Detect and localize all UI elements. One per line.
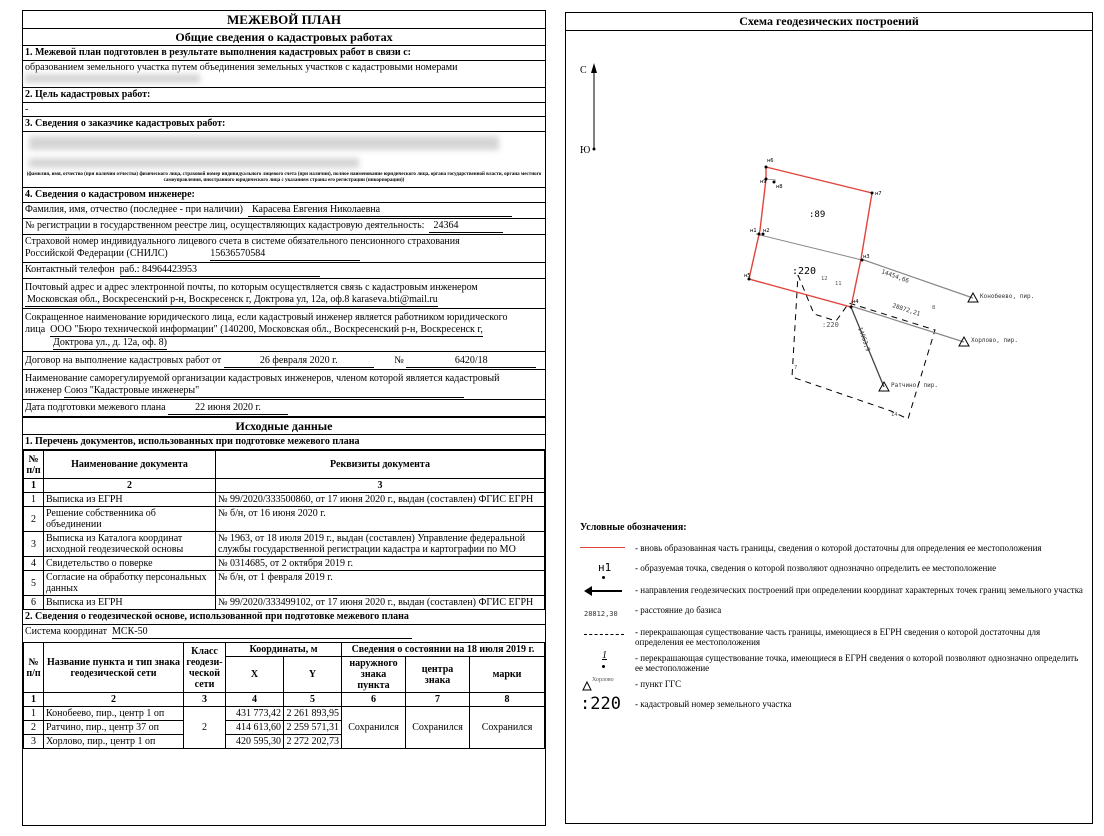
section-2-label: 2. Цель кадастровых работ: — [23, 88, 545, 103]
legend-dist-sym: 28812,30 — [584, 610, 618, 618]
geo-num: 5 — [284, 693, 342, 707]
pt-label: 14 — [891, 412, 898, 418]
gts-label: Хорлово, пир. — [971, 337, 1018, 344]
gts-center-state: Сохранился — [406, 707, 470, 749]
docs-n3: 3 — [216, 479, 545, 493]
coord-system-row — [23, 625, 545, 640]
sro-value: Союз "Кадастровые инженеры" — [64, 385, 464, 398]
engineer-phone: раб.: 84964423953 — [120, 264, 320, 277]
pt-label: н7 — [875, 191, 882, 197]
table-row — [24, 557, 545, 571]
phone-label: Контактный телефон — [25, 264, 115, 275]
legend-item — [580, 585, 1085, 599]
section-1-label: 1. Межевой план подготовлен в результате выполнения кадастровых работ в связи с: — [23, 46, 545, 61]
gts-name: Хорлово, пир., центр 1 оп — [44, 735, 184, 749]
legend-item — [580, 627, 1085, 647]
doc-no: 3 — [24, 532, 44, 557]
docs-n2: 2 — [44, 479, 216, 493]
page-title: МЕЖЕВОЙ ПЛАН — [23, 11, 545, 29]
engineer-address-row — [23, 279, 545, 309]
north-arrow — [580, 63, 597, 156]
dist-2: 28872,21 — [891, 302, 922, 318]
pt-label: 11 — [835, 281, 842, 287]
redacted-customer-2 — [29, 158, 359, 168]
sro-label: Наименование саморегулируемой организации кадастровых инженеров, членом которой является кадастровый — [25, 373, 500, 384]
gts-y: 2 259 571,31 — [284, 721, 342, 735]
scheme-title: Схема геодезических построений — [566, 13, 1092, 31]
contract-row — [23, 352, 545, 370]
org-label-2: лица — [25, 324, 46, 335]
pt-label: 7 — [794, 365, 798, 371]
doc-name: Выписка из ЕГРН — [44, 596, 216, 610]
legend-text: - перекрашающая существование часть границы, имеющиеся в ЕГРН сведения о которой достаточны для определения ее местоположения — [635, 627, 1041, 647]
doc-no: 2 — [24, 507, 44, 532]
gts-x: 431 773,42 — [226, 707, 284, 721]
pt-label: н5 — [744, 273, 751, 279]
south-label: Ю — [580, 145, 591, 156]
parcel-89-label: :89 — [809, 210, 826, 220]
customer-caption: (фамилия, имя, отчество (при наличии отчества) физического лица, страховой номер индивидуального лицевого счета (при наличии), полное наименование юридического лица, органа государственной власти, органа местного самоуправления, иностранного юридического лица с указанием страны его регистрации (инкорпорации)) — [26, 172, 542, 183]
geo-h-class: Класс геодези-ческой сети — [184, 643, 226, 693]
pt-label: н1 — [750, 228, 757, 234]
section-2-value: - — [23, 103, 545, 117]
gts-y: 2 261 893,95 — [284, 707, 342, 721]
pt-label: н6 — [767, 158, 774, 164]
dist-1: 14454,66 — [880, 268, 910, 285]
gts-outer-state: Сохранился — [342, 707, 406, 749]
doc-no: 4 — [24, 557, 44, 571]
geo-h-name: Название пункта и тип знака геодезической сети — [44, 643, 184, 693]
legend-item — [580, 679, 1085, 693]
pt-label: н3 — [863, 254, 870, 260]
geo-num: 6 — [342, 693, 406, 707]
scheme-drawing — [566, 31, 1092, 521]
geo-h-mark: марки — [470, 657, 545, 693]
gts-no: 2 — [24, 721, 44, 735]
pt-label: 12 — [821, 276, 828, 282]
north-label: С — [580, 65, 587, 76]
geo-num: 7 — [406, 693, 470, 707]
point-labels — [744, 158, 935, 418]
doc-req: № б/н, от 16 июня 2020 г. — [216, 507, 545, 532]
source-data-title: Исходные данные — [23, 417, 545, 435]
engineer-org: ООО "Бюро технической информации" (140200, Московская обл., Воскресенский р-н, Воскресенск г, — [50, 324, 483, 335]
gts-no: 3 — [24, 735, 44, 749]
table-row — [24, 507, 545, 532]
parcel-220b-label: :220 — [822, 321, 839, 329]
doc-name: Решение собственника об объединении — [44, 507, 216, 532]
engineer-reg: 24364 — [429, 220, 503, 233]
doc-no: 5 — [24, 571, 44, 596]
legend-gts-label: Хорлово — [592, 677, 614, 683]
doc-name: Выписка из ЕГРН — [44, 493, 216, 507]
docs-n1: 1 — [24, 479, 44, 493]
gts-mark-state: Сохранился — [470, 707, 545, 749]
contract-no: 6420/18 — [406, 355, 536, 368]
gts-triangle-icon — [580, 679, 635, 693]
legend-text: - расстояние до базиса — [635, 605, 722, 615]
section-4-label: 4. Сведения о кадастровом инженере: — [23, 188, 545, 203]
legend-exist-pt: 1 — [602, 650, 607, 661]
doc-name: Свидетельство о поверке — [44, 557, 216, 571]
gts-name: Конобеево, пир., центр 1 оп — [44, 707, 184, 721]
prep-date-label: Дата подготовки межевого плана — [25, 402, 166, 413]
mezhevoy-plan-page — [22, 10, 546, 826]
prep-date: 22 июня 2020 г. — [168, 402, 288, 415]
engineer-fio-row — [23, 203, 545, 219]
gts-no: 1 — [24, 707, 44, 721]
geo-h-x: X — [226, 657, 284, 693]
documents-table — [23, 450, 545, 610]
geo-h-coords: Координаты, м — [226, 643, 342, 657]
doc-req: № 99/2020/333500860, от 17 июня 2020 г., выдан (составлен) ФГИС ЕГРН — [216, 493, 545, 507]
gts-label: Конобеево, пир. — [980, 293, 1035, 300]
redacted-customer — [29, 136, 499, 150]
table-row — [24, 571, 545, 596]
gts-y: 2 272 202,73 — [284, 735, 342, 749]
section-1-text: образованием земельного участка путем объединения земельных участков с кадастровыми номерами — [25, 62, 458, 73]
gts-point-khorlovo — [959, 337, 1018, 346]
doc-no: 6 — [24, 596, 44, 610]
docs-h-no: № п/п — [24, 451, 44, 479]
geo-h-state: Сведения о состоянии на 18 июля 2019 г. — [342, 643, 545, 657]
table-row — [24, 596, 545, 610]
geodetic-scheme-page — [565, 12, 1093, 824]
gts-point-ratchino — [879, 382, 938, 391]
legend-item — [580, 605, 1085, 619]
doc-req: № б/н, от 1 февраля 2019 г. — [216, 571, 545, 596]
gts-label: Ратчино, пир. — [891, 382, 938, 389]
gts-class: 2 — [184, 707, 226, 749]
legend-item — [580, 563, 1085, 577]
redacted-cadastral-numbers — [25, 74, 200, 83]
doc-req: № 0314685, от 2 октября 2019 г. — [216, 557, 545, 571]
table-row — [24, 707, 545, 721]
section-3-label: 3. Сведения о заказчике кадастровых работ: — [23, 117, 545, 132]
docs-h-name: Наименование документа — [44, 451, 216, 479]
engineer-org-row — [23, 309, 545, 352]
fio-label: Фамилия, имя, отчество (последнее - при наличии) — [25, 204, 243, 215]
address-label: Почтовый адрес и адрес электронной почты, по которым осуществляется связь с кадастровым инженером — [25, 282, 478, 293]
pt-label: 8 — [932, 305, 936, 311]
engineer-reg-row — [23, 219, 545, 235]
dist-3: 14953,9 — [856, 326, 872, 353]
legend-title: Условные обозначения: — [580, 522, 687, 533]
geo-h-center: центра знака — [406, 657, 470, 693]
engineer-address: Московская обл., Воскресенский р-н, Воскресенск г, Доктрова ул, 12а, оф.8 karaseva.bti@mail.ru — [27, 294, 438, 305]
geo-label: 2. Сведения о геодезической основе, использованной при подготовке межевого плана — [23, 610, 545, 625]
legend-item — [580, 543, 1085, 557]
snils-label-2: Российской Федерации (СНИЛС) — [25, 248, 168, 259]
gts-x: 414 613,60 — [226, 721, 284, 735]
customer-info — [23, 132, 545, 188]
legend-text: - направления геодезических построений при определении координат характерных точек границ земельного участка — [635, 585, 1083, 595]
legend-text: - вновь образованная часть границы, сведения о которой достаточны для определения ее местоположения — [635, 543, 1042, 553]
gts-x: 420 595,30 — [226, 735, 284, 749]
geo-num: 4 — [226, 693, 284, 707]
pt-label: н2 — [763, 228, 770, 234]
geo-h-y: Y — [284, 657, 342, 693]
engineer-org-2: Доктрова ул., д. 12а, оф. 8) — [53, 337, 167, 348]
geo-num: 8 — [470, 693, 545, 707]
legend — [580, 523, 1085, 727]
geo-num: 3 — [184, 693, 226, 707]
contract-no-label: № — [394, 355, 404, 366]
doc-req: № 1963, от 18 июля 2019 г., выдан (составлен) Управление федеральной службы государственной регистрации кадастра и картографии по МО — [216, 532, 545, 557]
table-row — [24, 532, 545, 557]
geodetic-table — [23, 642, 545, 749]
doc-name: Согласие на обработку персональных данных — [44, 571, 216, 596]
doc-req: № 99/2020/333499102, от 17 июня 2020 г., выдан (составлен) ФГИС ЕГРН — [216, 596, 545, 610]
coord-system-label: Система координат — [25, 626, 108, 637]
org-label: Сокращенное наименование юридического лица, если кадастровый инженер является работником юридического — [25, 312, 508, 323]
geo-h-outer: наружного знака пункта — [342, 657, 406, 693]
doc-no: 1 — [24, 493, 44, 507]
engineer-snils: 15636570584 — [210, 248, 360, 261]
geo-num: 1 — [24, 693, 44, 707]
engineer-phone-row — [23, 263, 545, 279]
legend-cad-sym: :220 — [580, 694, 621, 714]
legend-item — [580, 694, 1085, 721]
snils-label-1: Страховой номер индивидуального лицевого счета в системе обязательного пенсионного страхования — [25, 236, 460, 247]
gts-name: Ратчино, пир., центр 37 оп — [44, 721, 184, 735]
pt-label: н8 — [776, 184, 783, 190]
pt-label: н9 — [760, 179, 767, 185]
sro-label-2: инженер — [25, 385, 62, 396]
section-1-value — [23, 61, 545, 88]
docs-label: 1. Перечень документов, использованных при подготовке межевого плана — [23, 435, 545, 450]
general-section-title: Общие сведения о кадастровых работах — [23, 29, 545, 46]
contract-label: Договор на выполнение кадастровых работ от — [25, 355, 222, 366]
sro-row — [23, 370, 545, 400]
reg-label: № регистрации в государственном реестре лиц, осуществляющих кадастровую деятельность: — [25, 220, 425, 231]
table-row — [24, 493, 545, 507]
prep-date-row — [23, 400, 545, 417]
engineer-fio: Карасева Евгения Николаевна — [248, 204, 512, 217]
gts-point-konobeevo — [968, 293, 1034, 302]
coord-system: МСК-50 — [112, 626, 412, 639]
pt-label: н4 — [852, 299, 859, 305]
legend-item — [580, 650, 1085, 673]
parcel-220a-label: :220 — [792, 266, 817, 277]
legend-text: - перекрашающая существование точка, имеющиеся в ЕГРН сведения о которой позволяют однозначно определить ее местоположение — [635, 653, 1079, 673]
engineer-snils-row — [23, 235, 545, 263]
legend-text: - кадастровый номер земельного участка — [635, 699, 792, 709]
doc-name: Выписка из Каталога координат исходной геодезической основы — [44, 532, 216, 557]
legend-point-sym: н1 — [598, 561, 612, 574]
geo-num: 2 — [44, 693, 184, 707]
legend-text: - образуемая точка, сведения о которой позволяют однозначно определить ее местоположение — [635, 563, 997, 573]
contract-date: 26 февраля 2020 г. — [224, 355, 374, 368]
docs-h-req: Реквизиты документа — [216, 451, 545, 479]
legend-text: - пункт ГГС — [635, 679, 682, 689]
arrow-left-icon — [580, 585, 635, 599]
geo-h-no: № п/п — [24, 643, 44, 693]
